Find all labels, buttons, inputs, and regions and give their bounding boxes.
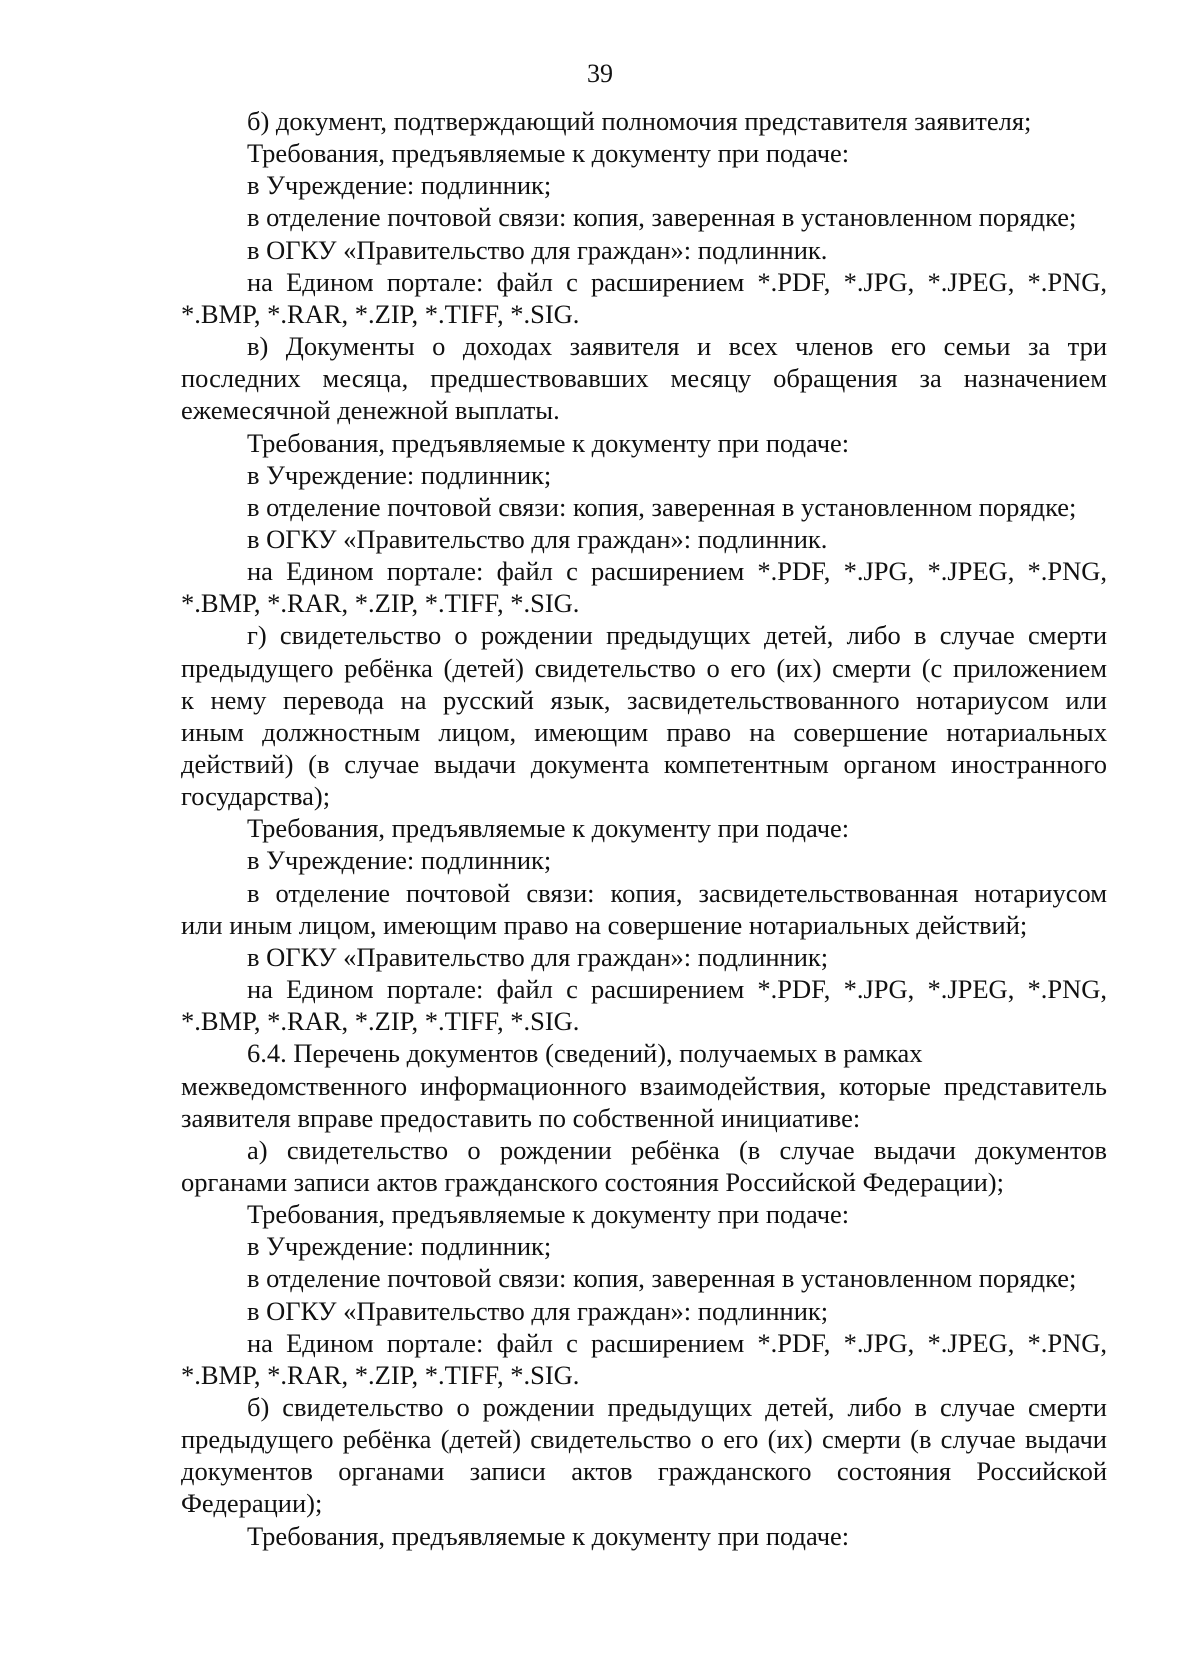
text-line: *.BMP, *.RAR, *.ZIP, *.TIFF, *.SIG. bbox=[181, 298, 580, 329]
text-line: б) свидетельство о рождении предыдущих детей, либо в случае смерти bbox=[247, 1392, 1107, 1422]
text-line: последних месяца, предшествовавших месяцу обращения за назначением bbox=[181, 363, 1107, 394]
text-line: в отделение почтовой связи: копия, засвидетельствованная нотариусом bbox=[247, 877, 1107, 908]
text-line: в ОГКУ «Правительство для граждан»: подлинник. bbox=[247, 234, 828, 265]
text-line: а) свидетельство о рождении ребёнка (в случае выдачи документов bbox=[247, 1134, 1107, 1165]
text-line: документов органами записи актов гражданского состояния Российской bbox=[181, 1456, 1107, 1487]
text-line: в Учреждение: подлинник; bbox=[247, 1231, 552, 1262]
text-line: *.BMP, *.RAR, *.ZIP, *.TIFF, *.SIG. bbox=[181, 1006, 580, 1037]
text-line: на Едином портале: файл с расширением *.PDF, *.JPG, *.JPEG, *.PNG, bbox=[247, 556, 1107, 587]
text-line: *.BMP, *.RAR, *.ZIP, *.TIFF, *.SIG. bbox=[181, 588, 580, 619]
text-line: на Едином портале: файл с расширением *.PDF, *.JPG, *.JPEG, *.PNG, bbox=[247, 266, 1107, 297]
text-line: государства); bbox=[181, 781, 331, 812]
text-line: органами записи актов гражданского состояния Российской Федерации); bbox=[181, 1166, 1004, 1197]
text-line: действий) (в случае выдачи документа компетентным органом иностранного bbox=[181, 749, 1107, 779]
text-line: ежемесячной денежной выплаты. bbox=[181, 395, 560, 426]
text-line: в отделение почтовой связи: копия, заверенная в установленном порядке; bbox=[247, 491, 1077, 522]
text-line: в Учреждение: подлинник; bbox=[247, 170, 552, 201]
text-line: Требования, предъявляемые к документу при подаче: bbox=[247, 138, 850, 169]
text-line: в) Документы о доходах заявителя и всех членов его семьи за три bbox=[247, 331, 1107, 362]
text-line: Федерации); bbox=[181, 1488, 323, 1519]
text-line: на Едином портале: файл с расширением *.PDF, *.JPG, *.JPEG, *.PNG, bbox=[247, 1327, 1107, 1358]
text-line: в Учреждение: подлинник; bbox=[247, 845, 552, 876]
text-line: заявителя вправе предоставить по собственной инициативе: bbox=[181, 1102, 861, 1133]
text-line: б) документ, подтверждающий полномочия представителя заявителя; bbox=[247, 106, 1032, 136]
text-line: в Учреждение: подлинник; bbox=[247, 459, 552, 490]
text-line: в отделение почтовой связи: копия, заверенная в установленном порядке; bbox=[247, 202, 1077, 233]
text-line: Требования, предъявляемые к документу при подаче: bbox=[247, 427, 850, 458]
text-line: к нему перевода на русский язык, засвидетельствованного нотариусом или bbox=[181, 684, 1107, 715]
text-line: Требования, предъявляемые к документу при подаче: bbox=[247, 813, 850, 844]
text-line: *.BMP, *.RAR, *.ZIP, *.TIFF, *.SIG. bbox=[181, 1359, 580, 1390]
text-line: предыдущего ребёнка (детей) свидетельство о его (их) смерти (с приложением bbox=[181, 652, 1107, 683]
text-line: Требования, предъявляемые к документу при подаче: bbox=[247, 1520, 850, 1551]
text-line: в отделение почтовой связи: копия, заверенная в установленном порядке; bbox=[247, 1263, 1077, 1294]
text-line: в ОГКУ «Правительство для граждан»: подлинник; bbox=[247, 941, 829, 972]
text-line: в ОГКУ «Правительство для граждан»: подлинник. bbox=[247, 523, 828, 554]
page-number: 39 bbox=[587, 59, 613, 88]
text-line: предыдущего ребёнка (детей) свидетельство о его (их) смерти (в случае выдачи bbox=[181, 1424, 1107, 1455]
text-line: иным должностным лицом, имеющим право на совершение нотариальных bbox=[181, 716, 1107, 747]
text-line: Требования, предъявляемые к документу при подаче: bbox=[247, 1199, 850, 1230]
text-line: или иным лицом, имеющим право на совершение нотариальных действий; bbox=[181, 909, 1028, 940]
text-line: межведомственного информационного взаимодействия, которые представитель bbox=[181, 1070, 1107, 1101]
text-line: в ОГКУ «Правительство для граждан»: подлинник; bbox=[247, 1295, 829, 1326]
text-line: 6.4. Перечень документов (сведений), получаемых в рамках bbox=[247, 1038, 923, 1069]
text-line: на Едином портале: файл с расширением *.PDF, *.JPG, *.JPEG, *.PNG, bbox=[247, 974, 1107, 1005]
text-line: г) свидетельство о рождении предыдущих детей, либо в случае смерти bbox=[247, 620, 1107, 651]
